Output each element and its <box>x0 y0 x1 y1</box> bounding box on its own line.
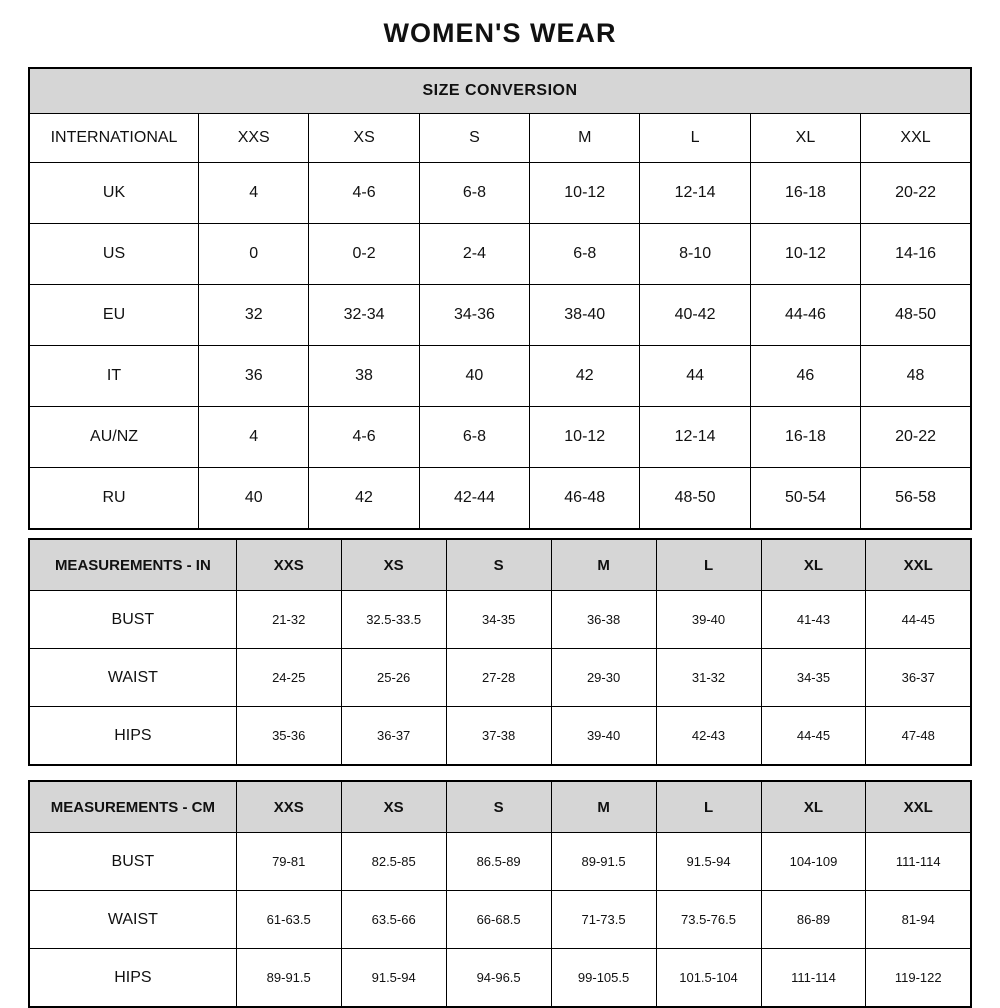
row-label: RU <box>29 468 199 530</box>
value-cell: 16-18 <box>750 163 860 224</box>
value-cell: 42-43 <box>656 707 761 766</box>
value-cell: 38-40 <box>530 285 640 346</box>
size-header-cell: XXL <box>866 781 971 833</box>
table-row <box>29 468 971 530</box>
value-cell: 39-40 <box>656 591 761 649</box>
value-cell: 39-40 <box>551 707 656 766</box>
row-label: AU/NZ <box>29 407 199 468</box>
value-cell: 89-91.5 <box>551 833 656 891</box>
value-cell: 14-16 <box>861 224 971 285</box>
value-cell: 94-96.5 <box>446 949 551 1008</box>
value-cell: 36-37 <box>866 649 971 707</box>
size-header-cell: XS <box>341 781 446 833</box>
value-cell: 66-68.5 <box>446 891 551 949</box>
measurements-in-title: MEASUREMENTS - IN <box>29 539 236 591</box>
table-row <box>29 707 971 766</box>
table-row <box>29 649 971 707</box>
value-cell: 40 <box>199 468 309 530</box>
value-cell: 10-12 <box>530 163 640 224</box>
value-cell: 61-63.5 <box>236 891 341 949</box>
value-cell: 21-32 <box>236 591 341 649</box>
value-cell: 99-105.5 <box>551 949 656 1008</box>
value-cell: 42 <box>530 346 640 407</box>
size-header-cell: XXS <box>236 781 341 833</box>
value-cell: 81-94 <box>866 891 971 949</box>
value-cell: 48-50 <box>640 468 750 530</box>
row-label: HIPS <box>29 949 236 1008</box>
value-cell: 4-6 <box>309 163 419 224</box>
value-cell: 2-4 <box>419 224 529 285</box>
table-row <box>29 346 971 407</box>
value-cell: 48 <box>861 346 971 407</box>
value-cell: 20-22 <box>861 163 971 224</box>
value-cell: 79-81 <box>236 833 341 891</box>
value-cell: 36 <box>199 346 309 407</box>
value-cell: 4 <box>199 163 309 224</box>
value-cell: 42 <box>309 468 419 530</box>
value-cell: 36-37 <box>341 707 446 766</box>
value-cell: 71-73.5 <box>551 891 656 949</box>
row-label: WAIST <box>29 891 236 949</box>
value-cell: 111-114 <box>866 833 971 891</box>
value-cell: 32-34 <box>309 285 419 346</box>
value-cell: 4 <box>199 407 309 468</box>
value-cell: 44 <box>640 346 750 407</box>
size-header-cell: XXS <box>199 114 309 163</box>
value-cell: 40-42 <box>640 285 750 346</box>
measurements-cm-table <box>28 780 972 1008</box>
value-cell: 73.5-76.5 <box>656 891 761 949</box>
table-row <box>29 833 971 891</box>
size-conversion-banner-row <box>29 68 971 114</box>
value-cell: 6-8 <box>530 224 640 285</box>
value-cell: 0-2 <box>309 224 419 285</box>
value-cell: 86-89 <box>761 891 866 949</box>
row-label: WAIST <box>29 649 236 707</box>
value-cell: 12-14 <box>640 407 750 468</box>
value-cell: 16-18 <box>750 407 860 468</box>
size-conversion-title: SIZE CONVERSION <box>29 68 971 114</box>
value-cell: 27-28 <box>446 649 551 707</box>
size-header-cell: M <box>551 781 656 833</box>
value-cell: 34-35 <box>761 649 866 707</box>
table-row <box>29 591 971 649</box>
size-header-cell: L <box>656 539 761 591</box>
measurements-cm-title: MEASUREMENTS - CM <box>29 781 236 833</box>
value-cell: 4-6 <box>309 407 419 468</box>
value-cell: 111-114 <box>761 949 866 1008</box>
row-label: IT <box>29 346 199 407</box>
value-cell: 32.5-33.5 <box>341 591 446 649</box>
value-cell: 46 <box>750 346 860 407</box>
value-cell: 89-91.5 <box>236 949 341 1008</box>
size-header-cell: M <box>551 539 656 591</box>
size-conversion-table <box>28 67 972 530</box>
table-row <box>29 949 971 1008</box>
value-cell: 37-38 <box>446 707 551 766</box>
size-header-cell: XS <box>309 114 419 163</box>
value-cell: 101.5-104 <box>656 949 761 1008</box>
value-cell: 104-109 <box>761 833 866 891</box>
page-title: WOMEN'S WEAR <box>383 18 617 48</box>
value-cell: 50-54 <box>750 468 860 530</box>
value-cell: 47-48 <box>866 707 971 766</box>
value-cell: 82.5-85 <box>341 833 446 891</box>
value-cell: 42-44 <box>419 468 529 530</box>
value-cell: 6-8 <box>419 163 529 224</box>
size-header-cell: XXL <box>866 539 971 591</box>
value-cell: 63.5-66 <box>341 891 446 949</box>
size-header-row <box>29 114 971 163</box>
value-cell: 41-43 <box>761 591 866 649</box>
size-header-cell: XXS <box>236 539 341 591</box>
value-cell: 0 <box>199 224 309 285</box>
value-cell: 91.5-94 <box>656 833 761 891</box>
row-label: US <box>29 224 199 285</box>
table-row <box>29 163 971 224</box>
table-row <box>29 224 971 285</box>
size-header-cell: S <box>446 539 551 591</box>
measurements-in-header-row <box>29 539 971 591</box>
value-cell: 119-122 <box>866 949 971 1008</box>
value-cell: 56-58 <box>861 468 971 530</box>
measurements-in-table <box>28 538 972 766</box>
table-row <box>29 285 971 346</box>
value-cell: 86.5-89 <box>446 833 551 891</box>
size-header-cell: XS <box>341 539 446 591</box>
value-cell: 10-12 <box>750 224 860 285</box>
size-header-cell: L <box>656 781 761 833</box>
value-cell: 38 <box>309 346 419 407</box>
size-header-cell: XL <box>750 114 860 163</box>
value-cell: 29-30 <box>551 649 656 707</box>
value-cell: 36-38 <box>551 591 656 649</box>
size-header-cell: S <box>446 781 551 833</box>
row-label: UK <box>29 163 199 224</box>
value-cell: 46-48 <box>530 468 640 530</box>
size-header-cell: XL <box>761 781 866 833</box>
value-cell: 12-14 <box>640 163 750 224</box>
table-row <box>29 407 971 468</box>
value-cell: 48-50 <box>861 285 971 346</box>
measurements-cm-header-row <box>29 781 971 833</box>
row-label: HIPS <box>29 707 236 766</box>
value-cell: 34-36 <box>419 285 529 346</box>
value-cell: 44-46 <box>750 285 860 346</box>
row-label: EU <box>29 285 199 346</box>
column-header-international: INTERNATIONAL <box>29 114 199 163</box>
size-header-cell: S <box>419 114 529 163</box>
value-cell: 44-45 <box>866 591 971 649</box>
size-header-cell: M <box>530 114 640 163</box>
value-cell: 6-8 <box>419 407 529 468</box>
value-cell: 91.5-94 <box>341 949 446 1008</box>
row-label: BUST <box>29 833 236 891</box>
value-cell: 20-22 <box>861 407 971 468</box>
value-cell: 10-12 <box>530 407 640 468</box>
value-cell: 40 <box>419 346 529 407</box>
value-cell: 31-32 <box>656 649 761 707</box>
value-cell: 8-10 <box>640 224 750 285</box>
size-header-cell: L <box>640 114 750 163</box>
value-cell: 24-25 <box>236 649 341 707</box>
table-row <box>29 891 971 949</box>
row-label: BUST <box>29 591 236 649</box>
value-cell: 44-45 <box>761 707 866 766</box>
value-cell: 34-35 <box>446 591 551 649</box>
size-header-cell: XXL <box>861 114 971 163</box>
value-cell: 35-36 <box>236 707 341 766</box>
value-cell: 32 <box>199 285 309 346</box>
value-cell: 25-26 <box>341 649 446 707</box>
size-header-cell: XL <box>761 539 866 591</box>
